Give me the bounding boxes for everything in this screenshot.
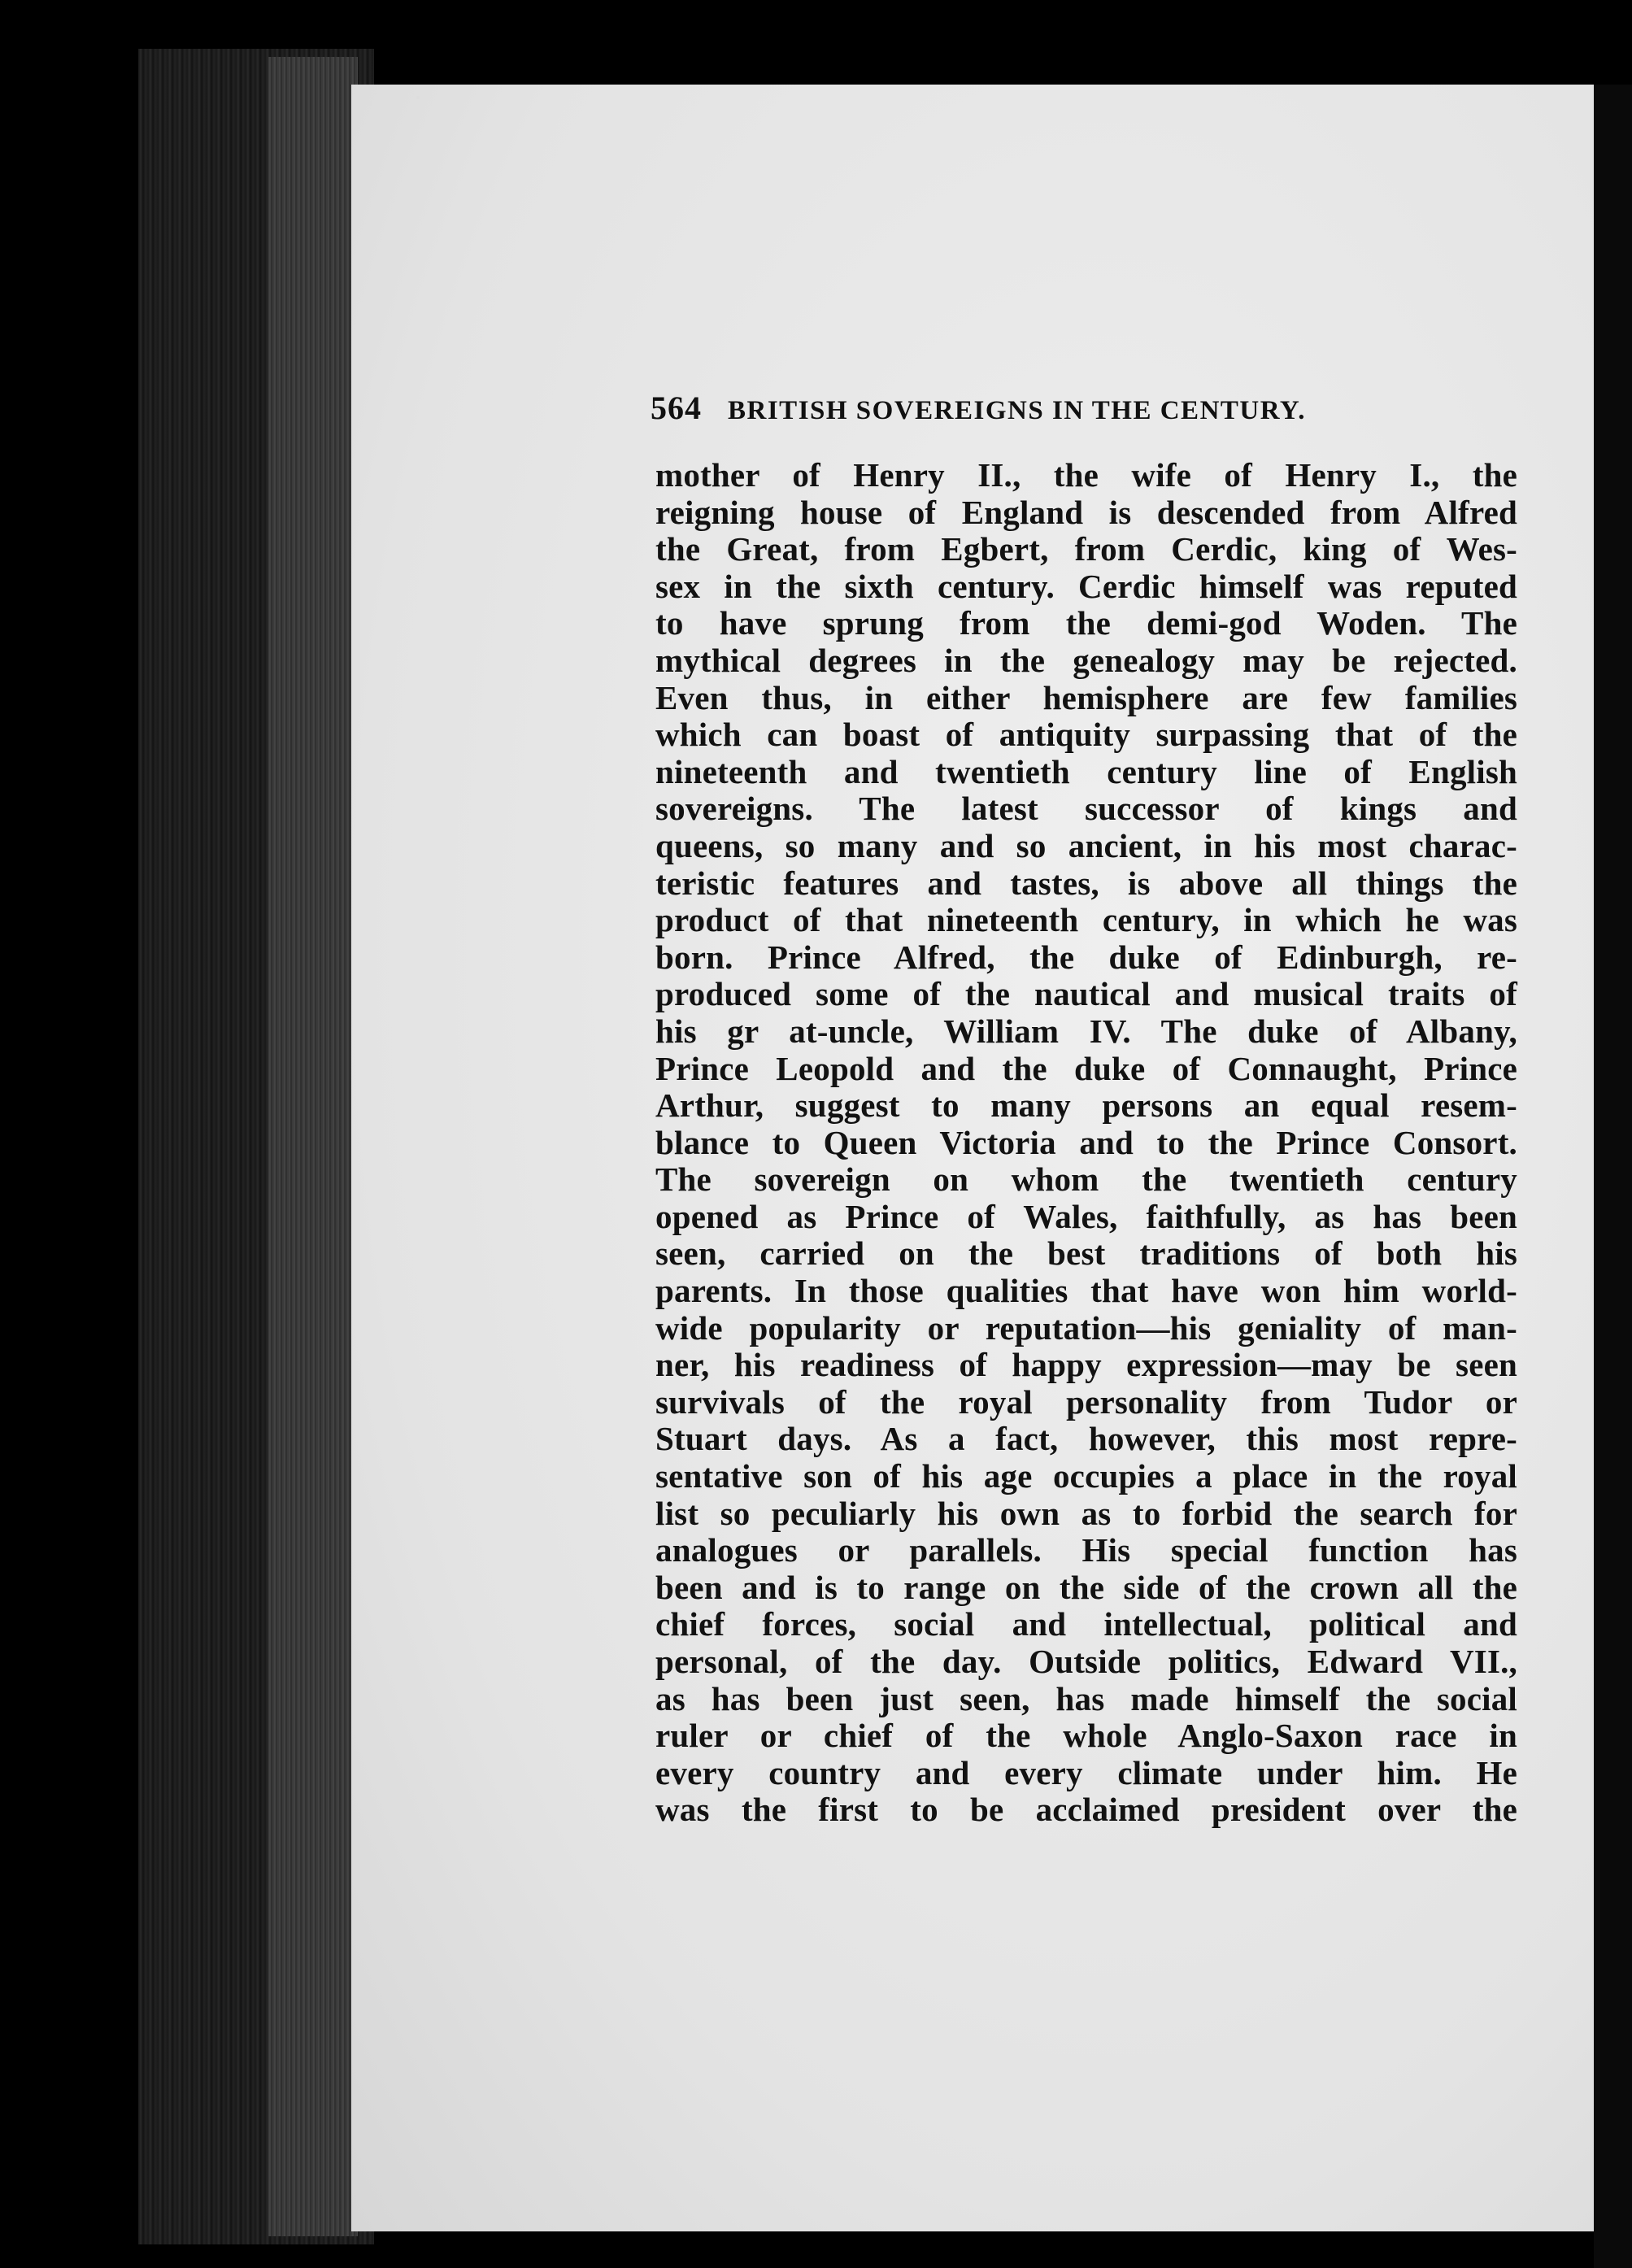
text-line: mythical degrees in the genealogy may be rejected. xyxy=(655,641,1517,679)
text-line: The sovereign on whom the twentieth century xyxy=(655,1160,1517,1199)
page-header xyxy=(651,389,1578,437)
paper-speck xyxy=(416,96,420,99)
text-line: opened as Prince of Wales, faithfully, as has been xyxy=(655,1197,1517,1235)
text-line: ner, his readiness of happy expression—may be seen xyxy=(655,1346,1517,1384)
text-line: Arthur, suggest to many persons an equal resem- xyxy=(655,1086,1517,1125)
text-line: Stuart days. As a fact, however, this most repre- xyxy=(655,1420,1517,1458)
text-line: product of that nineteenth century, in which he was xyxy=(655,901,1517,939)
text-line: Prince Leopold and the duke of Connaught, Prince xyxy=(655,1049,1517,1087)
text-line: his gr at-uncle, William IV. The duke of Albany, xyxy=(655,1012,1517,1050)
text-line: which can boast of antiquity surpassing that of the xyxy=(655,716,1517,754)
text-line: blance to Queen Victoria and to the Prince Consort. xyxy=(655,1123,1517,1161)
text-line: chief forces, social and intellectual, political and xyxy=(655,1605,1517,1643)
text-line: was the first to be acclaimed president over the xyxy=(655,1791,1517,1829)
text-line: queens, so many and so ancient, in his most charac- xyxy=(655,826,1517,864)
text-line: wide popularity or reputation—his geniality of man- xyxy=(655,1308,1517,1347)
text-line: survivals of the royal personality from Tudor or xyxy=(655,1382,1517,1421)
text-line: sex in the sixth century. Cerdic himself was reputed xyxy=(655,567,1517,605)
text-line: the Great, from Egbert, from Cerdic, king of Wes- xyxy=(655,530,1517,568)
running-title: BRITISH SOVEREIGNS IN THE CENTURY. xyxy=(728,396,1306,425)
text-line: parents. In those qualities that have won him world- xyxy=(655,1272,1517,1310)
page-right-edge xyxy=(1594,85,1632,2268)
text-line: seen, carried on the best traditions of both his xyxy=(655,1234,1517,1273)
text-line: personal, of the day. Outside politics, Edward VII., xyxy=(655,1643,1517,1680)
page-number: 564 xyxy=(651,390,702,426)
text-line: every country and every climate under him. He xyxy=(655,1753,1517,1791)
paper-speck xyxy=(368,101,372,106)
text-line: analogues or parallels. His special function has xyxy=(655,1531,1517,1569)
text-line: Even thus, in either hemisphere are few families xyxy=(655,678,1517,716)
text-line: been and is to range on the side of the crown all the xyxy=(655,1568,1517,1606)
text-line: list so peculiarly his own as to forbid the search for xyxy=(655,1494,1517,1532)
book-edge-pages xyxy=(268,57,358,2236)
body-text xyxy=(655,457,1517,1829)
text-line: born. Prince Alfred, the duke of Edinburgh, re- xyxy=(655,938,1517,976)
text-line: ruler or chief of the whole Anglo-Saxon race in xyxy=(655,1717,1517,1755)
text-line: as has been just seen, has made himself the social xyxy=(655,1679,1517,1717)
text-line: teristic features and tastes, is above all things the xyxy=(655,864,1517,902)
text-line: nineteenth and twentieth century line of English xyxy=(655,752,1517,790)
text-line: produced some of the nautical and musical traits of xyxy=(655,975,1517,1013)
text-line: to have sprung from the demi-god Woden. The xyxy=(655,604,1517,642)
text-line: sovereigns. The latest successor of kings and xyxy=(655,790,1517,828)
text-line: mother of Henry II., the wife of Henry I., the xyxy=(655,456,1517,494)
text-line: sentative son of his age occupies a place in the royal xyxy=(655,1457,1517,1495)
text-line: reigning house of England is descended from Alfred xyxy=(655,493,1517,531)
